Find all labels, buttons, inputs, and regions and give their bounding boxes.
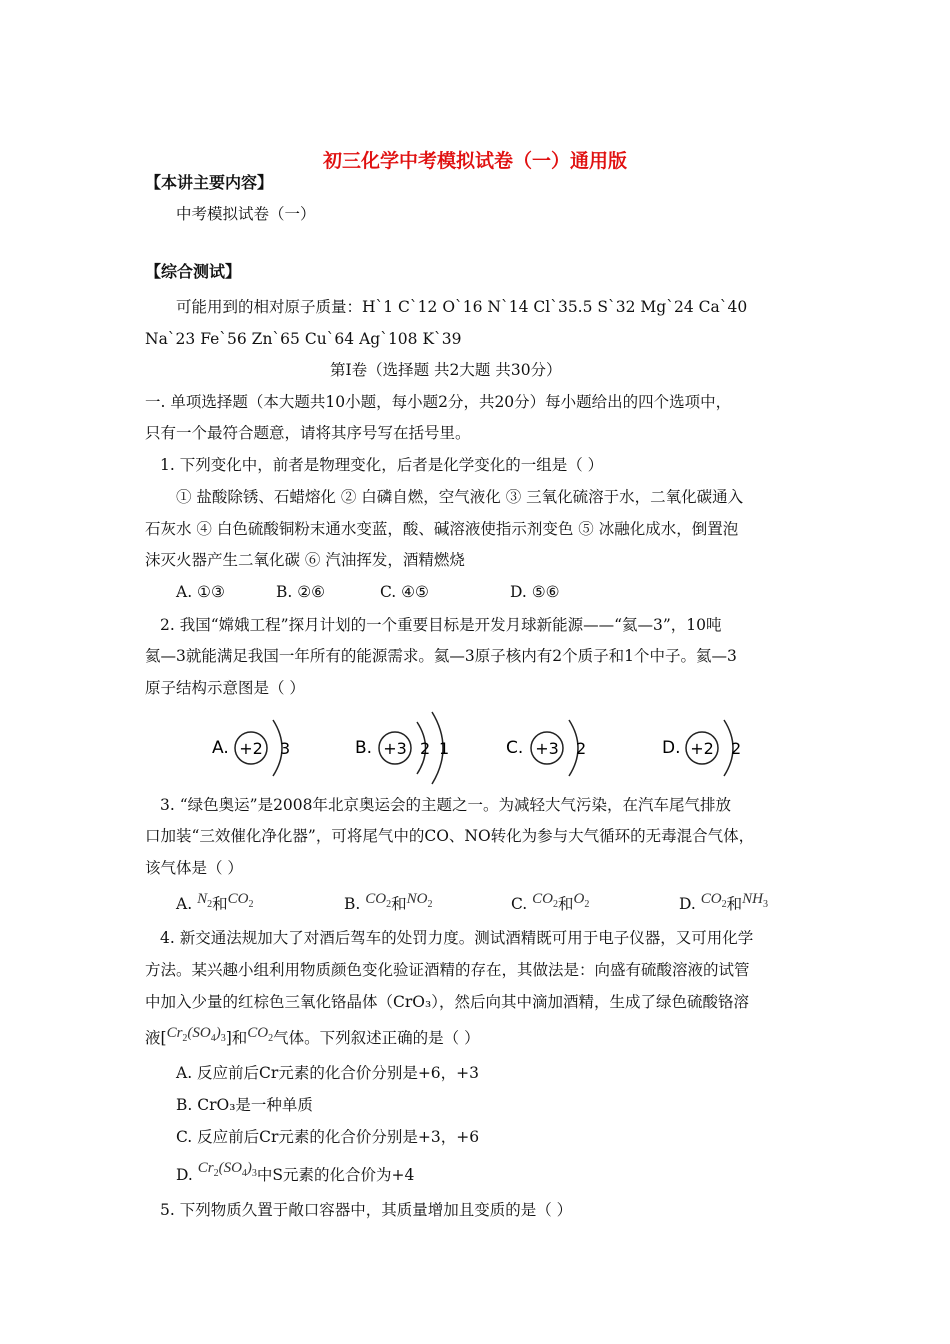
q1-item-line1: ① 盐酸除锈、石蜡熔化 ② 白磷自燃，空气液化 ③ 三氧化硫溶于水，二氧化碳通入 bbox=[176, 488, 744, 506]
co2-formula: $CO_2$ bbox=[247, 1025, 274, 1044]
diagram-b bbox=[355, 712, 449, 784]
q2-line3: 原子结构示意图是（ ） bbox=[145, 679, 305, 697]
q5-line1: 5. 下列物质久置于敞口容器中，其质量增加且变质的是（ ） bbox=[160, 1201, 573, 1219]
q3-and: 和 bbox=[558, 895, 574, 913]
q3-option-a bbox=[176, 892, 253, 916]
q4-line2: 方法。某兴趣小组利用物质颜色变化验证酒精的存在，其做法是：向盛有硫酸溶液的试管 bbox=[145, 961, 750, 979]
diagram-d-nucleus: +2 bbox=[690, 739, 714, 758]
diagram-d-label: D. bbox=[662, 738, 681, 758]
cr2so43-formula: $Cr_2(SO_4)_3$ bbox=[166, 1025, 226, 1044]
page-title: 初三化学中考模拟试卷（一）通用版 bbox=[322, 150, 627, 172]
diagram-b-shell1: 2 bbox=[420, 739, 431, 758]
q3-option-a-formula1: $N_2$ bbox=[197, 891, 213, 910]
q3-and: 和 bbox=[726, 895, 743, 913]
atomic-masses-line1: 可能用到的相对原子质量：H`1 C`12 O`16 N`14 Cl`35.5 S`32 Mg`24 Ca`40 bbox=[176, 298, 748, 316]
q4-line1: 4. 新交通法规加大了对酒后驾车的处罚力度。测试酒精既可用于电子仪器，又可用化学 bbox=[160, 929, 754, 947]
diagram-b-shell2: 1 bbox=[439, 739, 450, 758]
q4-option-b: B. CrO₃是一种单质 bbox=[176, 1096, 313, 1114]
q4-option-d: D. $Cr_2(SO_4)_3$中S元素的化合价为+4 bbox=[176, 1160, 415, 1184]
q3-option-d bbox=[679, 892, 768, 916]
q3-line2: 口加装“三效催化净化器”，可将尾气中的CO、NO转化为参与大气循环的无毒混合气体， bbox=[145, 827, 755, 845]
diagram-c-shell1: 2 bbox=[576, 739, 587, 758]
q3-option-b-formula2: $NO_2$ bbox=[406, 891, 433, 910]
q1-option-b: B. ②⑥ bbox=[276, 583, 326, 601]
q3-option-c-formula2: $O_2$ bbox=[573, 891, 590, 910]
diagram-b-label: B. bbox=[355, 738, 373, 758]
q3-option-d-formula1: $CO_2$ bbox=[700, 891, 727, 910]
q3-line3: 该气体是（ ） bbox=[145, 859, 243, 877]
test-heading: 【综合测试】 bbox=[145, 262, 242, 281]
diagram-b-nucleus: +3 bbox=[383, 739, 407, 758]
diagram-c-nucleus: +3 bbox=[535, 739, 559, 758]
q3-and: 和 bbox=[212, 895, 228, 913]
diagram-c-label: C. bbox=[506, 738, 524, 758]
q4-option-c: C. 反应前后Cr元素的化合价分别是+3，+6 bbox=[176, 1128, 480, 1146]
volume-heading: 第Ⅰ卷（选择题 共2大题 共30分） bbox=[330, 361, 562, 379]
main-content-heading: 【本讲主要内容】 bbox=[145, 173, 274, 192]
q3-option-c-label: C. bbox=[511, 895, 528, 913]
q2-line1: 2. 我国“嫦娥工程”探月计划的一个重要目标是开发月球新能源——“氦—3”，10吨 bbox=[160, 616, 722, 634]
q1-stem: 1. 下列变化中，前者是物理变化，后者是化学变化的一组是（ ） bbox=[160, 456, 604, 474]
q4-option-d-formula: $Cr_2(SO_4)_3$ bbox=[197, 1160, 257, 1179]
q3-line1: 3. “绿色奥运”是2008年北京奥运会的主题之一。为减轻大气污染，在汽车尾气排放 bbox=[160, 796, 732, 814]
q3-option-d-label: D. bbox=[679, 895, 696, 913]
q3-option-b-formula1: $CO_2$ bbox=[365, 891, 392, 910]
q1-item-line3: 沫灭火器产生二氧化碳 ⑥ 汽油挥发，酒精燃烧 bbox=[145, 551, 465, 569]
diagram-c bbox=[506, 720, 586, 776]
q4-line4: 液$[Cr_2(SO_4)_3]$和$CO_2$气体。下列叙述正确的是（ ） bbox=[145, 1025, 480, 1047]
atomic-structure-diagrams bbox=[200, 708, 760, 788]
q4-option-a: A. 反应前后Cr元素的化合价分别是+6，+3 bbox=[176, 1064, 480, 1082]
q1-option-c: C. ④⑤ bbox=[380, 583, 429, 601]
q3-option-d-formula2: $NH_3$ bbox=[742, 891, 768, 910]
q3-option-b bbox=[344, 892, 432, 916]
q1-item-line2: 石灰水 ④ 白色硫酸铜粉末通水变蓝，酸、碱溶液使指示剂变色 ⑤ 冰融化成水，倒置泡 bbox=[145, 520, 739, 538]
main-content-text: 中考模拟试卷（一） bbox=[176, 205, 316, 223]
q3-option-a-label: A. bbox=[176, 895, 193, 913]
diagram-d-shell1: 2 bbox=[731, 739, 742, 758]
q3-option-c bbox=[511, 892, 589, 916]
q1-option-a: A. ①③ bbox=[176, 583, 225, 601]
q3-option-b-label: B. bbox=[344, 895, 361, 913]
diagram-a bbox=[212, 720, 290, 776]
diagram-a-shell1: 3 bbox=[280, 739, 291, 758]
part1-instructions-line2: 只有一个最符合题意，请将其序号写在括号里。 bbox=[145, 424, 471, 442]
diagram-a-label: A. bbox=[212, 738, 229, 758]
q3-option-a-formula2: $CO_2$ bbox=[227, 891, 254, 910]
q2-line2: 氦—3就能满足我国一年所有的能源需求。氦—3原子核内有2个质子和1个中子。氦—3 bbox=[145, 647, 737, 665]
q4-line3: 中加入少量的红棕色三氧化铬晶体（CrO₃），然后向其中滴加酒精，生成了绿色硫酸铬溶 bbox=[145, 993, 749, 1011]
atomic-masses-line2: Na`23 Fe`56 Zn`65 Cu`64 Ag`108 K`39 bbox=[145, 330, 462, 348]
part1-instructions-line1: 一. 单项选择题（本大题共10小题，每小题2分，共20分）每小题给出的四个选项中， bbox=[145, 393, 732, 411]
diagram-d bbox=[662, 720, 741, 776]
q3-and: 和 bbox=[391, 895, 407, 913]
diagram-a-nucleus: +2 bbox=[239, 739, 263, 758]
q3-option-c-formula1: $CO_2$ bbox=[532, 891, 559, 910]
q1-option-d: D. ⑤⑥ bbox=[510, 583, 560, 601]
